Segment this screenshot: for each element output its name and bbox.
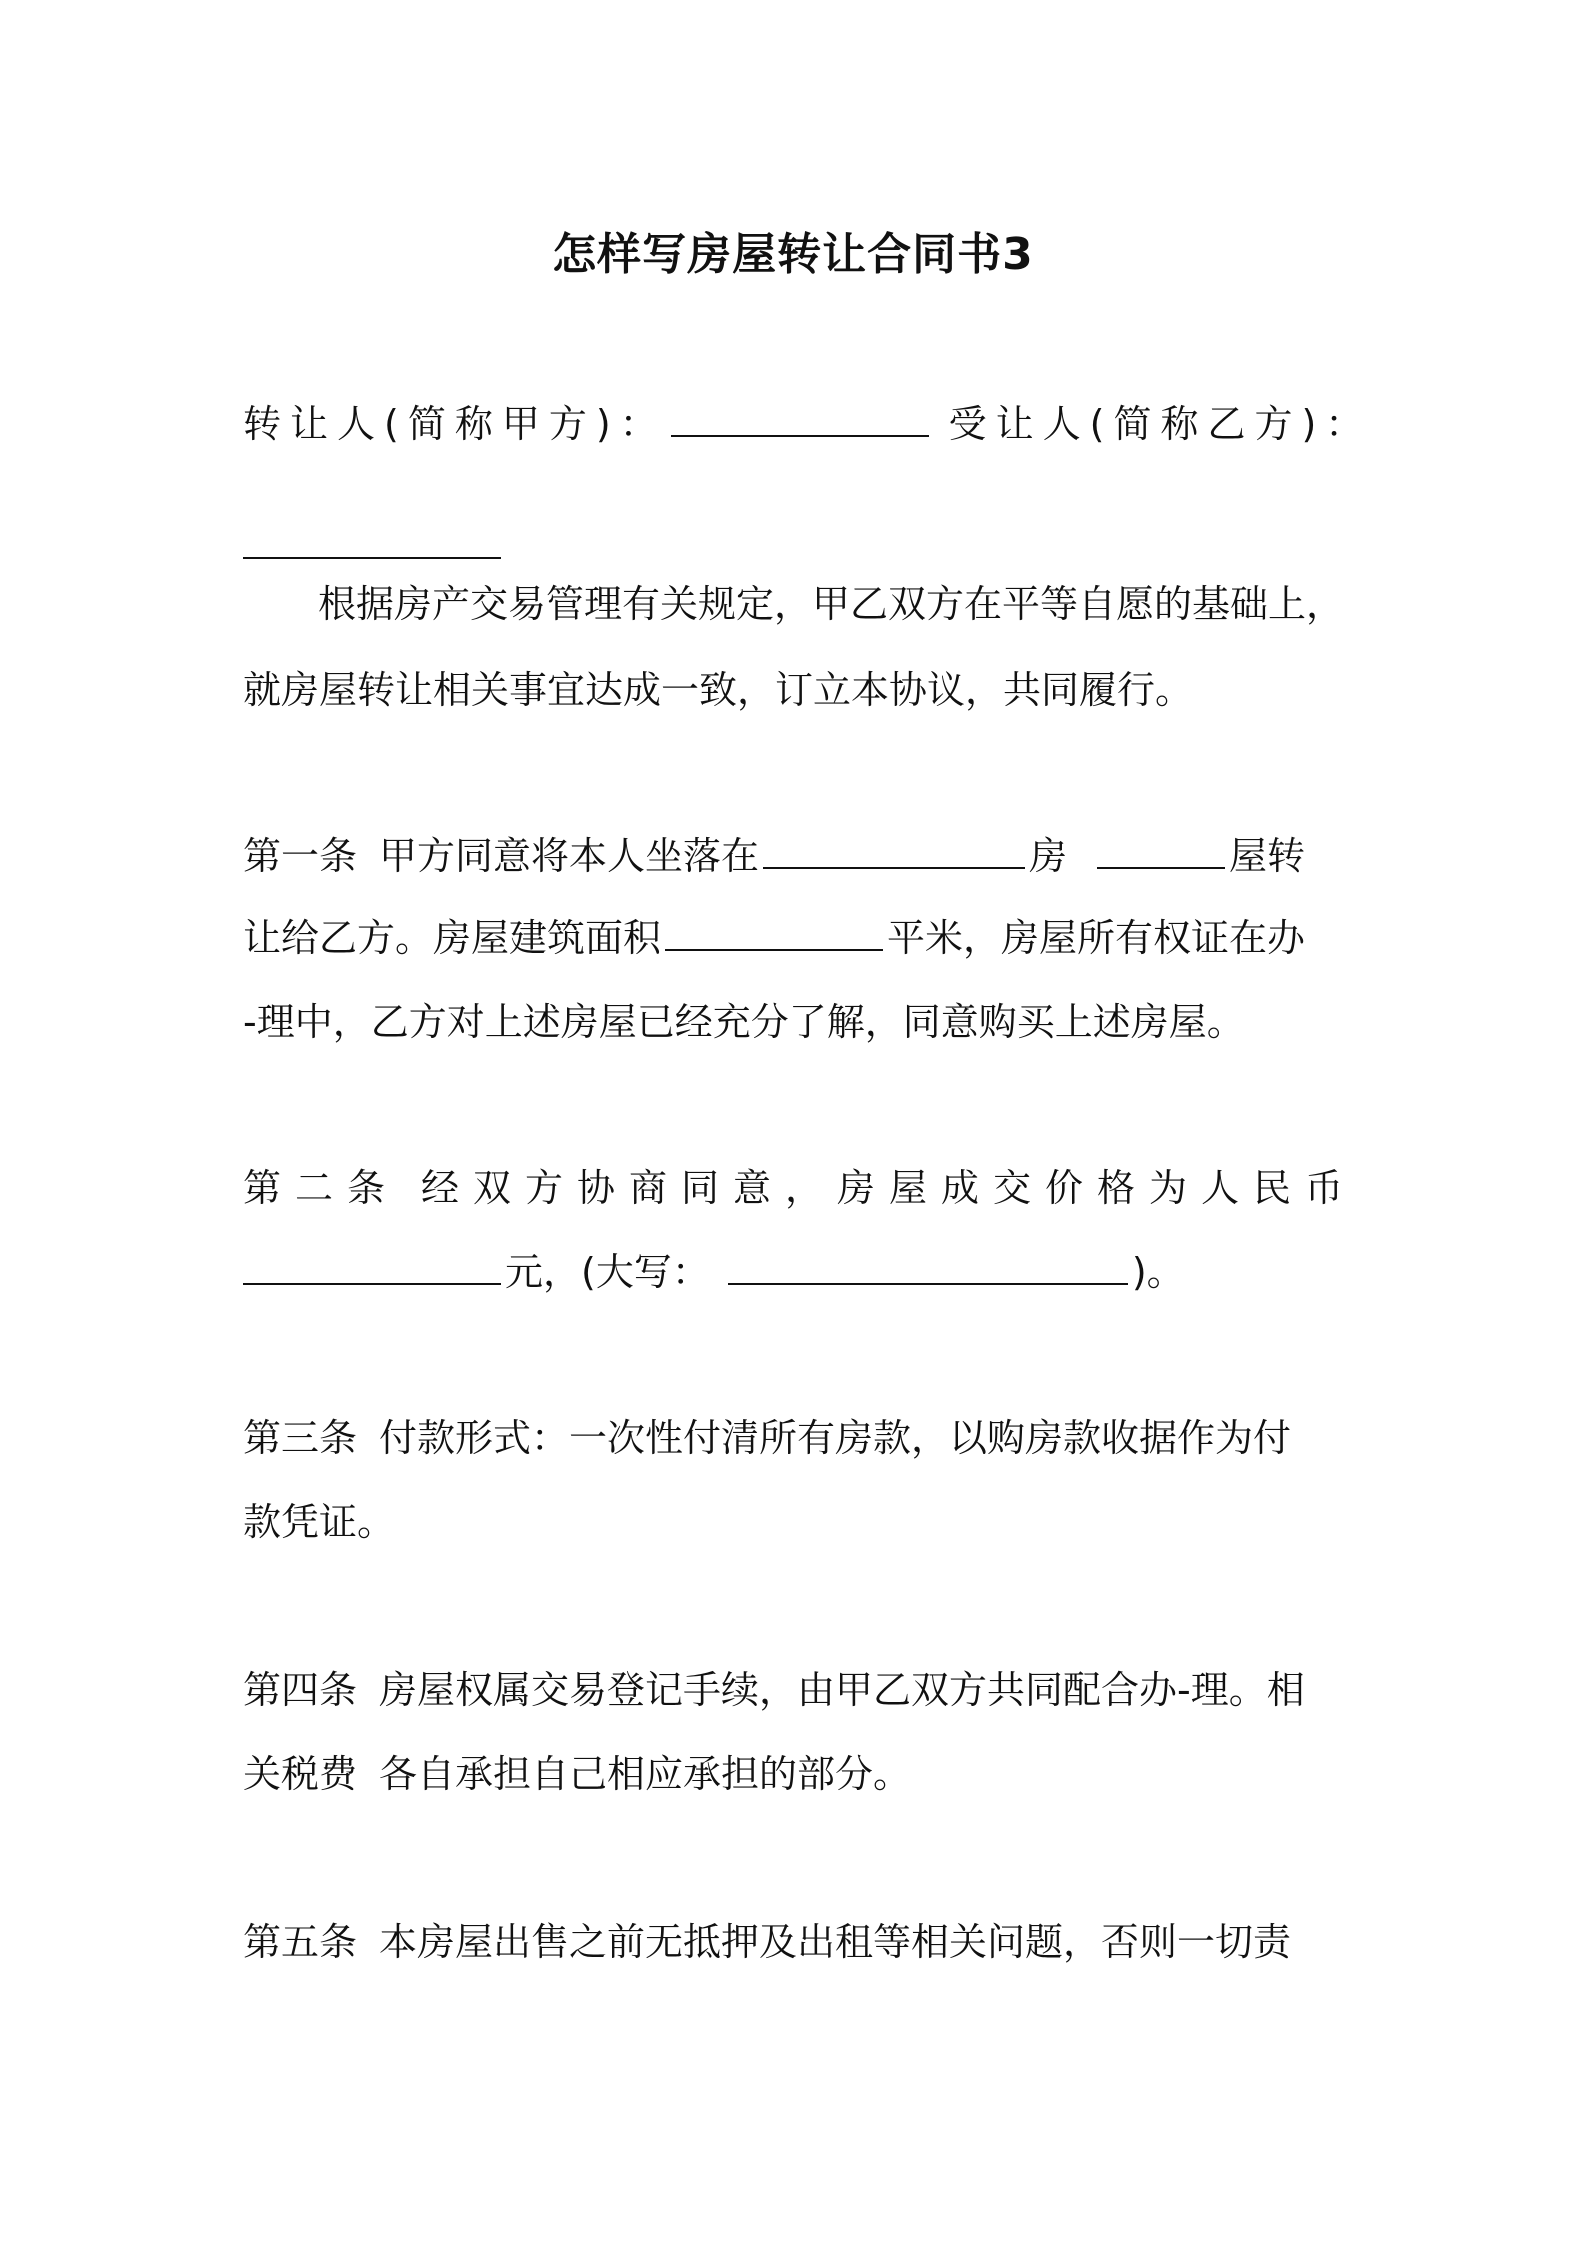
preamble-line-2: 就房屋转让相关事宜达成一致，订立本协议，共同履行。 <box>243 668 1194 712</box>
transferee-blank-line <box>243 520 1353 572</box>
article-2-label: 第二条 <box>243 1166 400 1210</box>
article-1-line-2 <box>243 912 1353 964</box>
address-blank <box>763 865 1025 869</box>
article-2-line-1 <box>243 1162 1358 1214</box>
document-title: 怎样写房屋转让合同书3 <box>552 229 1034 280</box>
article-2-text-a: 经双方协商同意，房屋成交价格为人民币 <box>421 1166 1358 1210</box>
article-3-label: 第三条 <box>243 1416 358 1460</box>
room-blank <box>1097 865 1225 869</box>
article-1-line-1 <box>243 830 1353 882</box>
article-2-text-b: 元，(大写： <box>505 1250 710 1294</box>
article-4-label: 第四条 <box>243 1668 358 1712</box>
article-3-text-a: 付款形式：一次性付清所有房款，以购房款收据作为付 <box>379 1416 1292 1460</box>
article-1-line-3: -理中，乙方对上述房屋已经充分了解，同意购买上述房屋。 <box>243 1000 1245 1044</box>
article-1-label: 第一条 <box>243 834 358 878</box>
article-2-text-c: )。 <box>1131 1250 1185 1294</box>
article-4-text-c: 各自承担自己相应承担的部分。 <box>379 1752 912 1796</box>
article-5-label: 第五条 <box>243 1920 358 1964</box>
article-1-text-b: 房 <box>1029 834 1068 878</box>
article-4-text-a: 房屋权属交易登记手续，由甲乙双方共同配合办-理。相 <box>379 1668 1305 1712</box>
parties-line <box>243 398 1373 450</box>
article-1-text-a: 甲方同意将本人坐落在 <box>379 834 760 878</box>
article-1-text-c: 屋转 <box>1229 834 1306 878</box>
transferee-blank <box>243 555 501 559</box>
transferor-label: 转让人(简称甲方)： <box>243 402 667 446</box>
price-uppercase-blank <box>728 1281 1128 1285</box>
transferor-blank <box>671 433 929 437</box>
article-4-line-2 <box>243 1748 1353 1800</box>
article-1-text-e: 平米，房屋所有权证在办 <box>887 916 1306 960</box>
article-4-text-b: 关税费 <box>243 1752 358 1796</box>
article-3-line-2: 款凭证。 <box>243 1500 396 1544</box>
transferee-label: 受让人(简称乙方)： <box>948 402 1373 446</box>
article-1-text-d: 让给乙方。房屋建筑面积 <box>243 916 662 960</box>
article-3-line-1 <box>243 1412 1353 1464</box>
article-4-line-1 <box>243 1664 1353 1716</box>
area-blank <box>665 947 883 951</box>
article-2-line-2 <box>243 1246 1353 1298</box>
preamble-line-1: 根据房产交易管理有关规定，甲乙双方在平等自愿的基础上， <box>318 582 1345 626</box>
article-5-line-1 <box>243 1916 1353 1968</box>
price-blank <box>243 1281 501 1285</box>
article-5-text-a: 本房屋出售之前无抵押及出租等相关问题，否则一切责 <box>379 1920 1292 1964</box>
